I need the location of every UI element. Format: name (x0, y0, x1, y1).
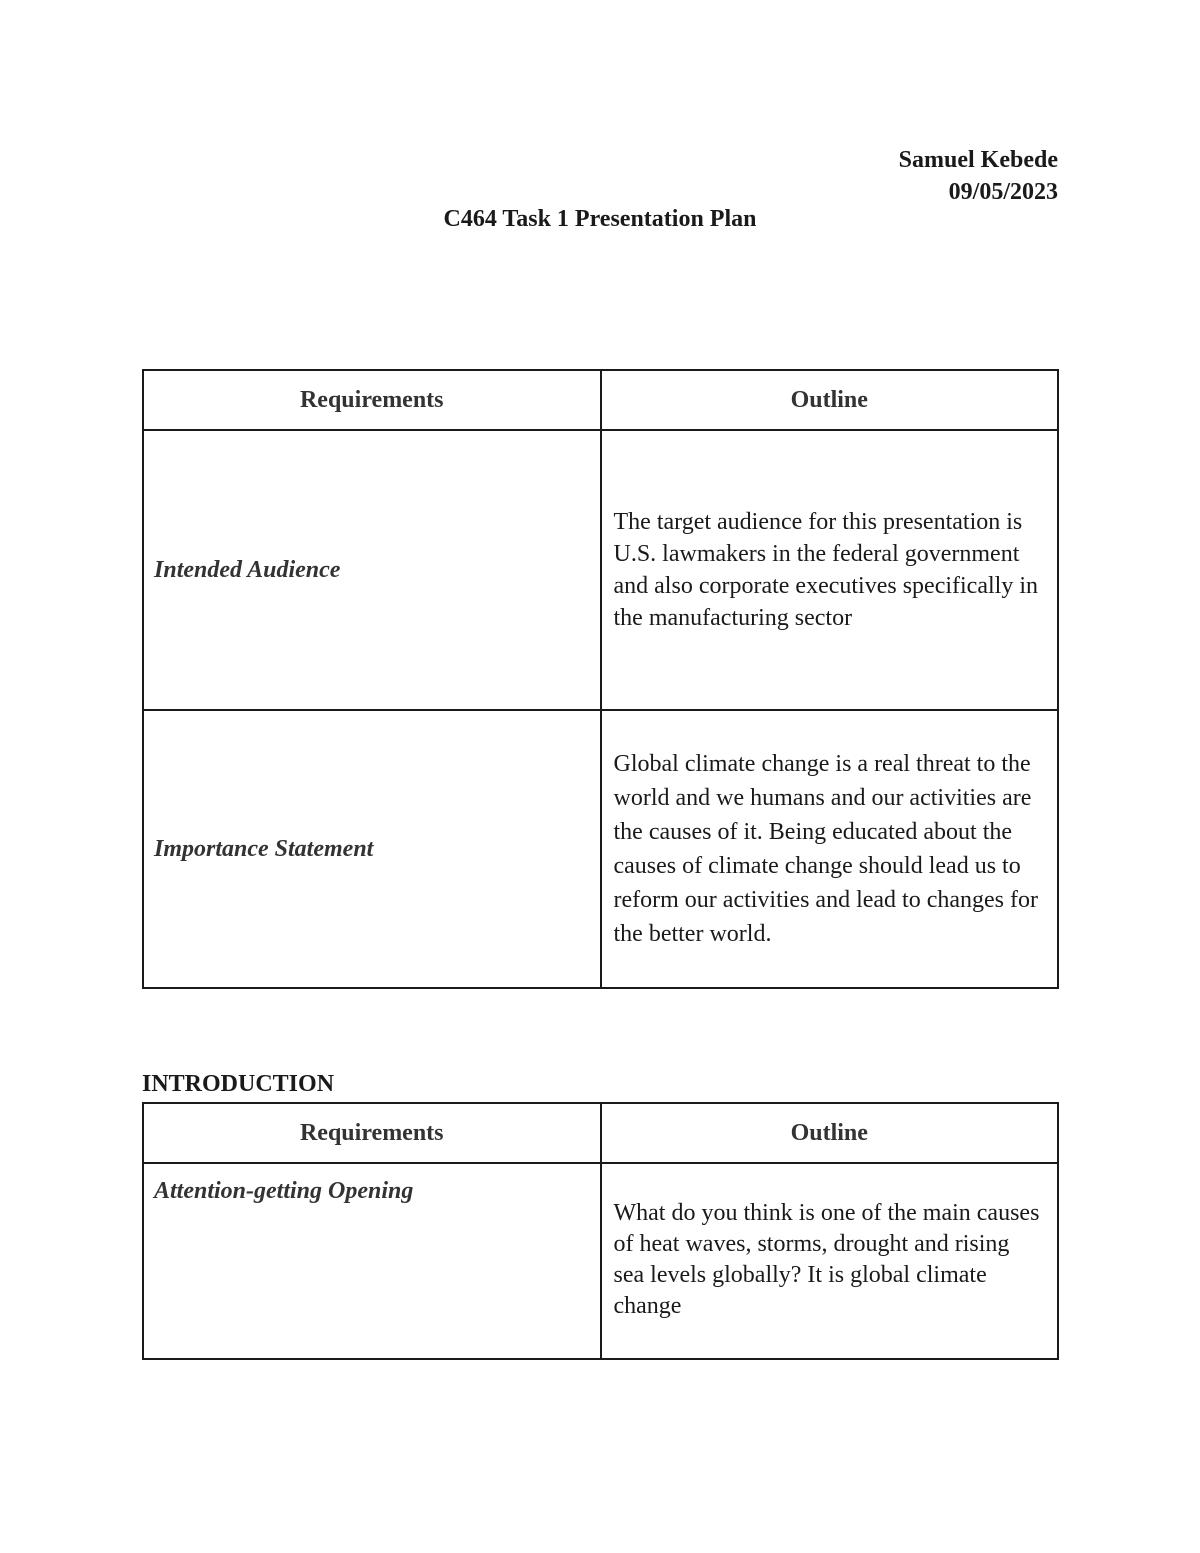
requirement-cell: Importance Statement (143, 710, 601, 988)
introduction-table (142, 1102, 1059, 1360)
document-date: 09/05/2023 (948, 179, 1058, 205)
table-row (143, 710, 1058, 988)
plan-table (142, 369, 1059, 989)
outline-cell: Global climate change is a real threat to the world and we humans and our activities are the causes of it. Being educated about the causes of climate change should lead us to reform our activities and lead to changes for the better world. (601, 710, 1059, 988)
table-header-row (143, 370, 1058, 430)
table-row (143, 1163, 1058, 1359)
column-header-outline: Outline (601, 1103, 1059, 1163)
table-header-row (143, 1103, 1058, 1163)
author-block (899, 144, 1058, 208)
column-header-requirements: Requirements (143, 1103, 601, 1163)
outline-cell: What do you think is one of the main causes of heat waves, storms, drought and rising sea levels globally? It is global climate change (601, 1163, 1059, 1359)
introduction-heading: INTRODUCTION (142, 1071, 335, 1097)
author-name: Samuel Kebede (898, 147, 1058, 173)
outline-cell: The target audience for this presentation is U.S. lawmakers in the federal government and also corporate executives specifically in the manufacturing sector (601, 430, 1059, 710)
column-header-outline: Outline (601, 370, 1059, 430)
table-row (143, 430, 1058, 710)
requirement-cell: Attention-getting Opening (143, 1163, 601, 1359)
requirement-cell: Intended Audience (143, 430, 601, 710)
column-header-requirements: Requirements (143, 370, 601, 430)
document-title: C464 Task 1 Presentation Plan (443, 206, 757, 232)
